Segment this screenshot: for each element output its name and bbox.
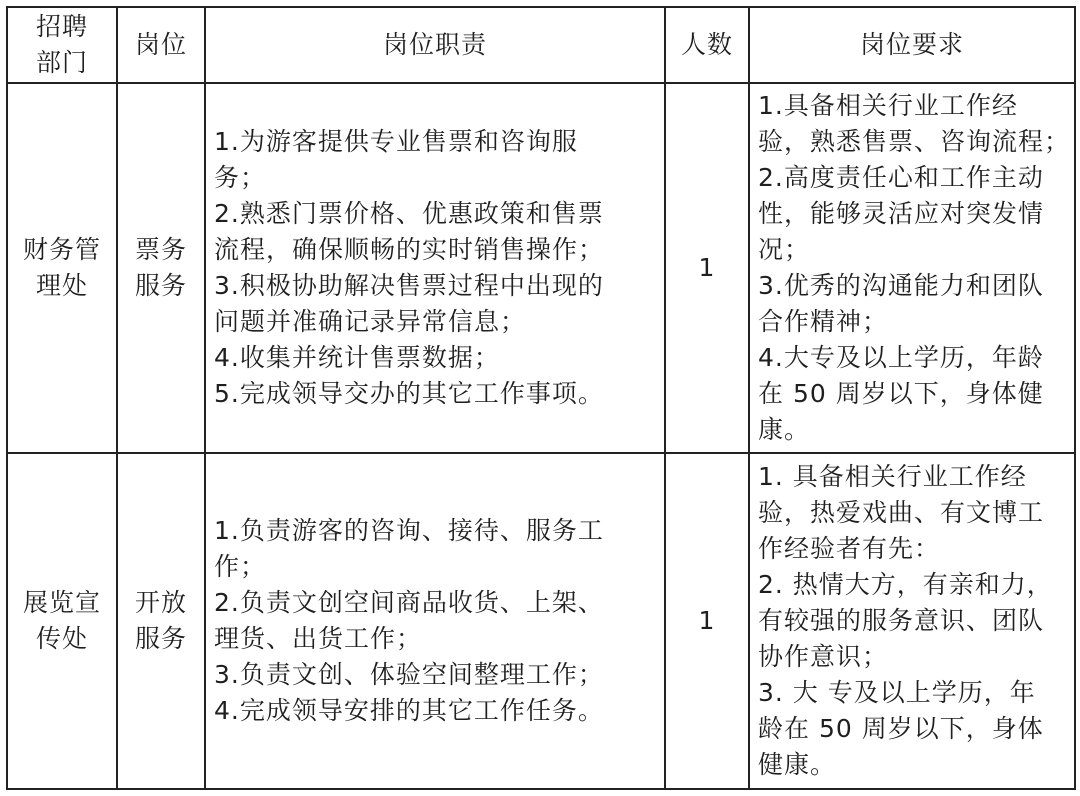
requirement-line: 验，热爱戏曲、有文博工 [758, 498, 1045, 527]
requirement-line: 有较强的服务意识、团队 [758, 606, 1045, 635]
post-line: 开放 [134, 588, 187, 617]
post-line: 服务 [134, 271, 187, 300]
dept-line: 传处 [35, 624, 88, 653]
duty-cell [205, 453, 665, 789]
dept-line: 展览宣 [22, 588, 101, 617]
requirement-line: 3. 大 专及以上学历，年 [758, 678, 1036, 707]
duty-line: 2.负责文创空间商品收货、上架、 [214, 588, 604, 617]
requirement-line: 性，能够灵活应对突发情 [758, 199, 1045, 228]
duty-line: 4.收集并统计售票数据； [214, 343, 500, 372]
header-dept-cell [7, 7, 117, 83]
duty-line: 1.为游客提供专业售票和咨询服 [214, 127, 578, 156]
duty-line: 3.积极协助解决售票过程中出现的 [214, 271, 604, 300]
requirement-line: 况； [758, 235, 811, 264]
duty-line: 作； [214, 552, 267, 581]
requirement-line: 龄在 50 周岁以下，身体 [758, 714, 1044, 743]
requirement-line: 3.优秀的沟通能力和团队 [758, 271, 1044, 300]
header-req-cell: 岗位要求 [749, 7, 1075, 83]
requirement-cell [749, 83, 1075, 453]
dept-cell [7, 83, 117, 453]
duty-line: 1.负责游客的咨询、接待、服务工 [214, 516, 604, 545]
header-dept-line: 部门 [35, 48, 88, 77]
duty-line: 流程，确保顺畅的实时销售操作； [214, 235, 605, 264]
count-cell: 1 [665, 453, 749, 789]
requirement-line: 合作精神； [758, 307, 889, 336]
header-duty-cell: 岗位职责 [205, 7, 665, 83]
requirement-line: 2. 热情大方，有亲和力， [758, 570, 1053, 599]
header-count-cell: 人数 [665, 7, 749, 83]
post-line: 服务 [134, 624, 187, 653]
requirement-line: 在 50 周岁以下，身体健 [758, 379, 1044, 408]
duty-line: 理货、出货工作； [214, 624, 423, 653]
header-row [7, 7, 1075, 83]
table-row [7, 453, 1075, 789]
requirement-cell [749, 453, 1075, 789]
requirement-line: 作经验者有先： [758, 534, 941, 563]
header-post-cell: 岗位 [117, 7, 205, 83]
requirement-line: 1.具备相关行业工作经 [758, 91, 1018, 120]
requirement-line: 验，熟悉售票、咨询流程； [758, 127, 1071, 156]
recruitment-table [6, 6, 1076, 790]
dept-line: 理处 [35, 271, 88, 300]
duty-line: 4.完成领导安排的其它工作任务。 [214, 696, 604, 725]
dept-line: 财务管 [22, 235, 101, 264]
requirement-line: 健康。 [758, 750, 837, 779]
duty-line: 问题并准确记录异常信息； [214, 307, 527, 336]
requirement-line: 康。 [758, 415, 811, 444]
duty-line: 3.负责文创、体验空间整理工作； [214, 660, 604, 689]
count-cell: 1 [665, 83, 749, 453]
duty-line: 务； [214, 163, 267, 192]
post-cell [117, 83, 205, 453]
requirement-line: 4.大专及以上学历，年龄 [758, 343, 1044, 372]
duty-line: 2.熟悉门票价格、优惠政策和售票 [214, 199, 604, 228]
duty-line: 5.完成领导交办的其它工作事项。 [214, 379, 604, 408]
requirement-line: 1. 具备相关行业工作经 [758, 462, 1027, 491]
post-cell [117, 453, 205, 789]
requirement-line: 协作意识； [758, 642, 889, 671]
header-dept-line: 招聘 [35, 12, 88, 41]
requirement-line: 2.高度责任心和工作主动 [758, 163, 1044, 192]
post-line: 票务 [134, 235, 187, 264]
dept-cell [7, 453, 117, 789]
table-row [7, 83, 1075, 453]
duty-cell [205, 83, 665, 453]
